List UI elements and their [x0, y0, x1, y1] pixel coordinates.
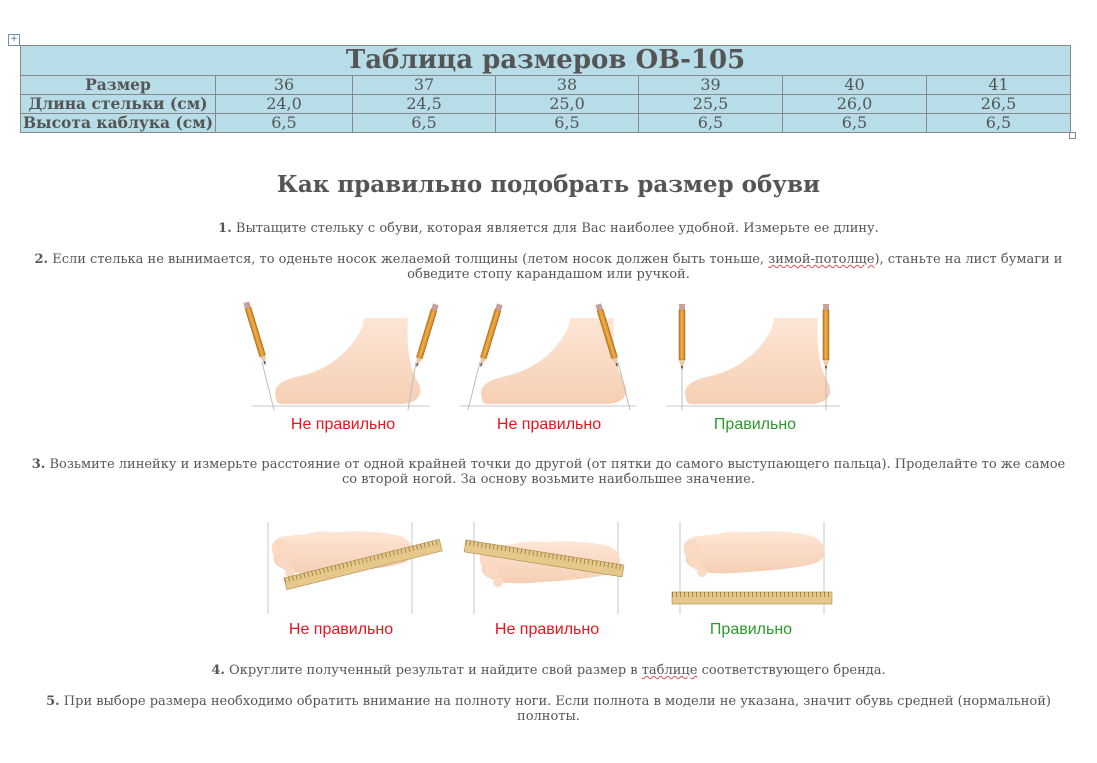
- table-cell: 38: [496, 76, 639, 95]
- step-text: Округлите полученный результат и найдите свой размер в: [229, 663, 642, 678]
- table-cell: 25,5: [639, 95, 783, 114]
- spellcheck-word: зимой-потолще: [768, 252, 875, 267]
- step-number: 3.: [31, 457, 46, 472]
- step-4: [25, 663, 1072, 678]
- step-2: [25, 252, 1072, 282]
- table-cell: 6,5: [496, 114, 639, 133]
- table-resize-handle[interactable]: [1069, 132, 1076, 139]
- table-row: [21, 95, 1071, 114]
- table-cell: 37: [353, 76, 496, 95]
- table-cell: 6,5: [639, 114, 783, 133]
- row-label: Длина стельки (см): [21, 95, 216, 114]
- table-cell: 40: [783, 76, 927, 95]
- table-title: Таблица размеров ОВ-105: [21, 46, 1071, 76]
- table-cell: 6,5: [783, 114, 927, 133]
- size-table: [20, 45, 1071, 133]
- step-number: 2.: [34, 252, 49, 267]
- step-text: Вытащите стельку с обуви, которая является для Вас наиболее удобной. Измерьте ее длину.: [235, 221, 879, 236]
- table-title-row: [21, 46, 1071, 76]
- table-cell: 39: [639, 76, 783, 95]
- table-cell: 26,5: [927, 95, 1071, 114]
- ruler-panel-right: [672, 522, 832, 614]
- ruler-panel-wrong-2: [464, 522, 624, 614]
- table-cell: 6,5: [927, 114, 1071, 133]
- table-row: [21, 76, 1071, 95]
- step-text: При выборе размера необходимо обратить внимание на полноту ноги. Если полнота в модели не указана, значит обувь средней (нормальной) полноты.: [63, 694, 1051, 724]
- step-text: Возьмите линейку и измерьте расстояние от одной крайней точки до другой (от пятки до самого выступающего пальца). Проделайте то же самое со второй ногой. За основу возьмите наибольшее значение.: [49, 457, 1066, 487]
- guide-title: Как правильно подобрать размер обуви: [276, 171, 821, 198]
- step-1: [25, 221, 1072, 236]
- table-cell: 6,5: [353, 114, 496, 133]
- row-label: Размер: [21, 76, 216, 95]
- table-cell: 24,0: [216, 95, 353, 114]
- ruler-panel-wrong-1: [268, 522, 442, 614]
- table-cell: 41: [927, 76, 1071, 95]
- caption-wrong: Не правильно: [288, 621, 394, 638]
- table-cell: 36: [216, 76, 353, 95]
- step-text: Если стелька не вынимается, то оденьте носок желаемой толщины (летом носок должен быть тоньше,: [52, 252, 769, 267]
- step-number: 5.: [46, 694, 60, 709]
- table-cell: 26,0: [783, 95, 927, 114]
- caption-wrong: Не правильно: [496, 416, 602, 433]
- caption-right: Правильно: [709, 621, 793, 638]
- step-text: соответствующего бренда.: [697, 663, 886, 678]
- pencil-panel-wrong-2: [460, 303, 636, 410]
- step-number: 4.: [211, 663, 225, 678]
- step-3: [25, 457, 1072, 487]
- step-5: [25, 694, 1072, 724]
- pencil-panel-right: [666, 304, 840, 410]
- caption-wrong: Не правильно: [494, 621, 600, 638]
- table-row: [21, 114, 1071, 133]
- table-cell: 6,5: [216, 114, 353, 133]
- table-cell: 25,0: [496, 95, 639, 114]
- pencil-panel-wrong-1: [243, 301, 438, 410]
- step-text: ), станьте на лист бумаги и обведите стопу карандашом или ручкой.: [407, 252, 1063, 282]
- table-move-handle-icon[interactable]: +: [8, 34, 20, 46]
- row-label: Высота каблука (см): [21, 114, 216, 133]
- table-cell: 24,5: [353, 95, 496, 114]
- step-number: 1.: [218, 221, 232, 236]
- caption-right: Правильно: [713, 416, 797, 433]
- spellcheck-word: таблице: [641, 663, 698, 678]
- ruler-measuring-illustration: [262, 520, 838, 616]
- pencil-tracing-illustration: [240, 300, 850, 412]
- caption-wrong: Не правильно: [290, 416, 396, 433]
